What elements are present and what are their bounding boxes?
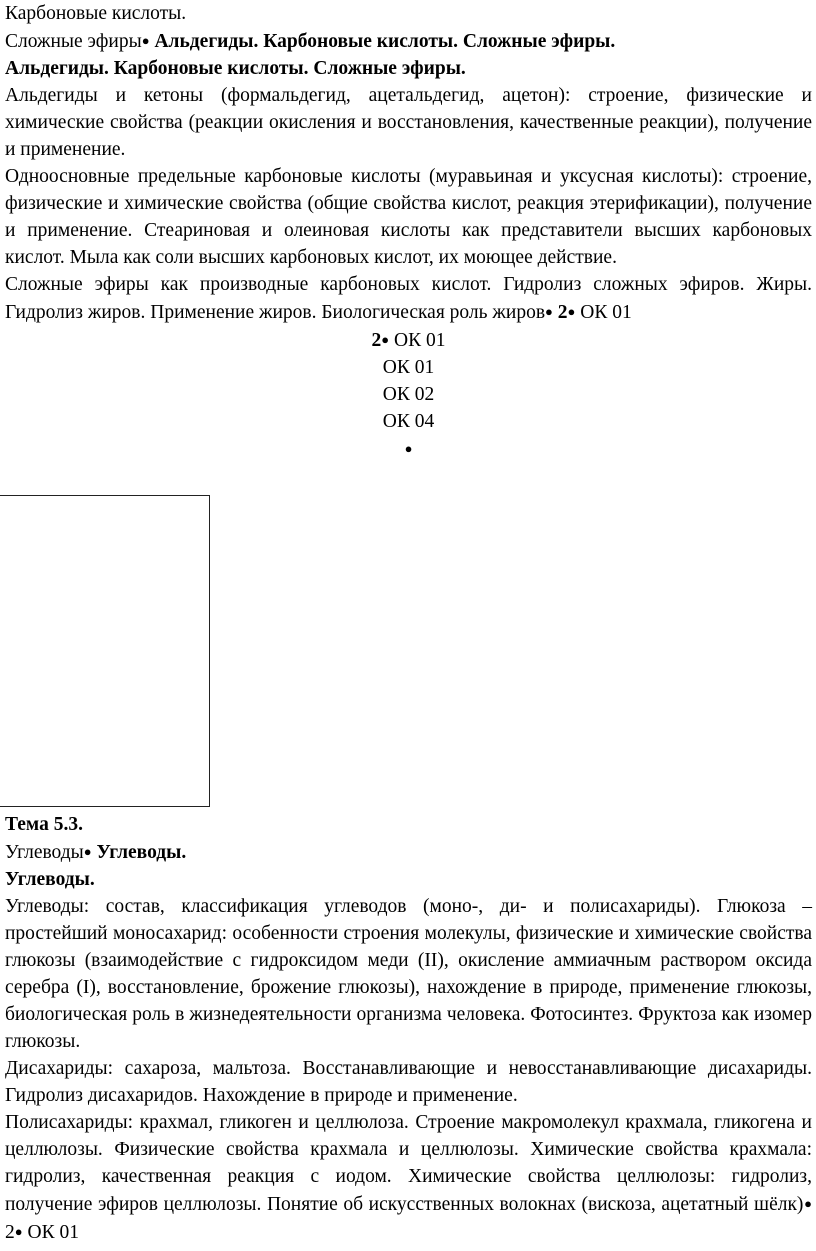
bullet-icon: ●: [381, 332, 390, 347]
bullet-icon: ●: [141, 33, 150, 48]
section-heading-line: [5, 27, 812, 55]
section-title: Карбоновые кислоты.: [5, 3, 187, 24]
paragraph-polysaccharides: [5, 1109, 812, 1246]
paragraph-text: Сложные эфиры как производные карбоновых кислот. Гидролиз сложных эфиров. Жиры. Гидролиз жиров. Применение жиров. Биологическая роль жиров: [5, 274, 812, 323]
document-page: [5, 0, 812, 463]
bullet-icon: ●: [83, 844, 92, 859]
competency-code: ОК 02: [382, 384, 435, 405]
bullet-icon: ●: [14, 1224, 23, 1239]
hours-number: 2: [557, 302, 568, 323]
bullet-icon: ●: [567, 304, 576, 319]
paragraph-esters: [5, 271, 812, 326]
heading-plain-text: Сложные эфиры: [5, 31, 142, 52]
paragraph-text: Полисахариды: крахмал, гликоген и целлюлоза. Строение макромолекул крахмала, гликогена и целлюлозы. Физические свойства крахмала и целлюлозы. Химические свойства крахмала: гидролиз, качественная реакция с иодом. Химические свойства целлюлозы: гидролиз, получение эфиров целлюлозы. Понятие об искусственных волокнах (вискоза, ацетатный шёлк): [5, 1112, 812, 1215]
paragraph-disaccharides: Дисахариды: сахароза, мальтоза. Восстанавливающие и невосстанавливающие дисахариды. Гидролиз дисахаридов. Нахождение в природе и применение.: [5, 1058, 812, 1106]
center-hours-line: [5, 326, 812, 354]
heading-plain-text: Углеводы: [5, 842, 84, 863]
competency-code: ОК 01: [394, 330, 446, 351]
heading-bold-text: Альдегиды. Карбоновые кислоты. Сложные эфиры.: [154, 31, 616, 52]
competency-code: ОК 04: [382, 411, 435, 432]
paragraph-carbohydrates: Углеводы: состав, классификация углеводов (моно-, ди- и полисахариды). Глюкоза – простейший моносахарид: особенности строения молекулы, физические и химические свойства глюкозы (взаимодействие с гидроксидом меди (II), окисление аммиачным раствором оксида серебра (I), восстановление, брожение глюкозы), нахождение в природе, применение глюкозы, биологическая роль в жизнедеятельности организма человека. Фотосинтез. Фруктоза как изомер глюкозы.: [5, 896, 812, 1052]
competency-code: ОК 01: [27, 1222, 79, 1243]
section-bold-heading: Углеводы.: [5, 869, 95, 890]
bullet-icon: ●: [803, 1196, 812, 1211]
heading-bold-text: Углеводы.: [96, 842, 187, 863]
bullet-icon: ●: [404, 441, 413, 456]
paragraph-acids: Одноосновные предельные карбоновые кислоты (муравьиная и уксусная кислоты): строение, физические и химические свойства (общие свойства кислот, реакция этерификации), получение и применение. Стеариновая и олеиновая кислоты как представители высших карбоновых кислот. Мыла как соли высших карбоновых кислот, их моющее действие.: [5, 166, 812, 268]
hours-number: 2: [5, 1222, 15, 1243]
empty-table-cell: [0, 495, 210, 807]
topic-number: Тема 5.3.: [5, 814, 83, 835]
competency-code: ОК 01: [580, 302, 632, 323]
hours-number: 2: [371, 330, 382, 351]
document-section-carbohydrates: [5, 811, 812, 1246]
competency-code: ОК 01: [382, 357, 435, 378]
paragraph-aldehydes: Альдегиды и кетоны (формальдегид, ацетальдегид, ацетон): строение, физические и химические свойства (реакции окисления и восстановления, качественные реакции), получение и применение.: [5, 85, 812, 160]
section-heading-line: [5, 838, 812, 866]
bullet-icon: ●: [545, 304, 553, 319]
section-bold-heading: Альдегиды. Карбоновые кислоты. Сложные эфиры.: [5, 58, 466, 79]
